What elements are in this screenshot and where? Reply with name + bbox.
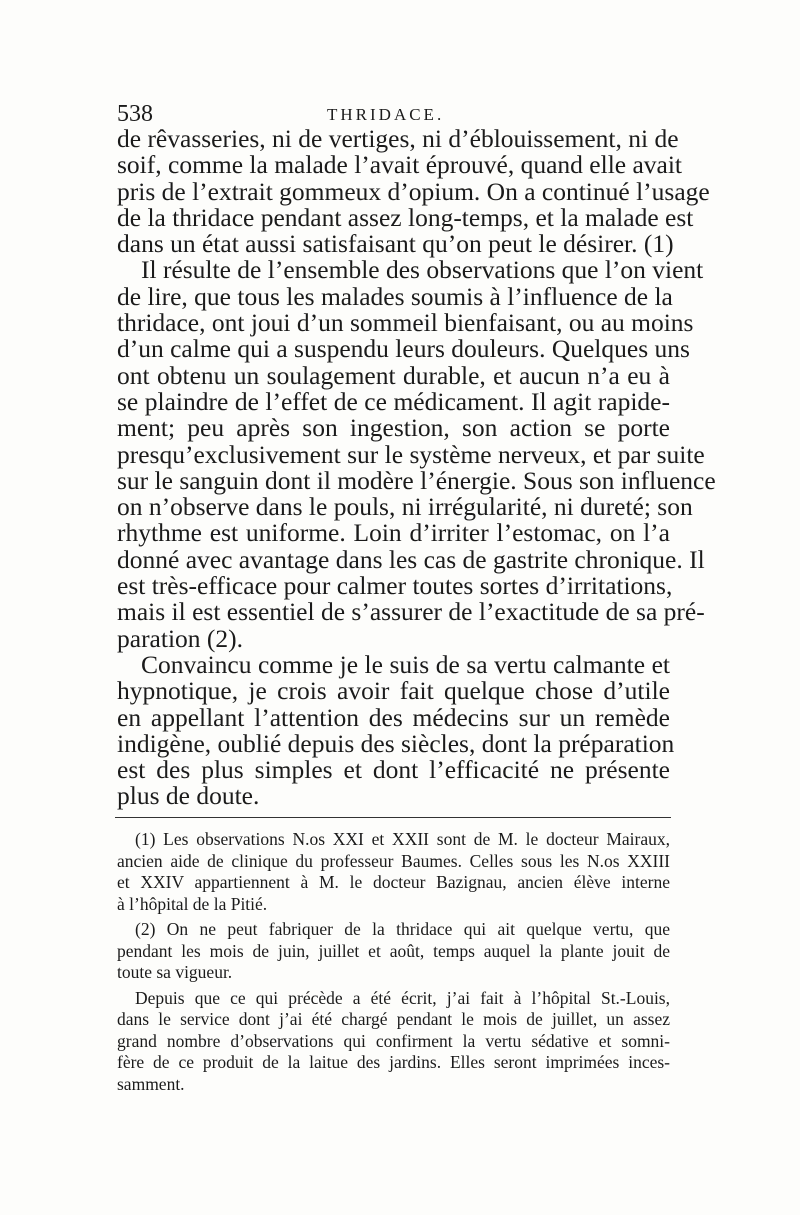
text-line: est des plus simples et dont l’efficacité ne présente <box>117 755 670 785</box>
text-line: d’un calme qui a suspendu leurs douleurs. Quelques uns <box>117 334 690 364</box>
text-line: paration (2). <box>117 623 244 653</box>
footnote-2 <box>117 919 670 984</box>
paragraph-3 <box>117 649 675 811</box>
text-line: soif, comme la malade l’avait éprouvé, quand elle avait <box>117 150 683 180</box>
text-line: se plaindre de l’effet de ce médicament. Il agit rapide- <box>117 386 670 416</box>
text-line: ont obtenu un soulagement durable, et aucun n’a eu à <box>117 360 670 390</box>
footnote-line: (2) On ne peut fabriquer de la thridace qui ait quelque vertu, que <box>135 919 670 939</box>
footnote-line: Depuis que ce qui précède a été écrit, j’ai fait à l’hôpital St.-Louis, <box>135 987 670 1008</box>
text-line: indigène, oublié depuis des siècles, dont la préparation <box>117 728 675 758</box>
text-line: sur le sanguin dont il modère l’énergie. Sous son influence <box>117 465 716 495</box>
text-line: dans un état aussi satisfaisant qu’on peut le désirer. (1) <box>117 229 674 259</box>
footnote-line: ancien aide de clinique du professeur Baumes. Celles sous les N.os XXIII <box>117 850 670 871</box>
text-line: ment; peu après son ingestion, son action se porte <box>117 413 670 443</box>
text-line: Il résulte de l’ensemble des observations que l’on vient <box>141 255 704 285</box>
text-line: de rêvasseries, ni de vertiges, ni d’éblouissement, ni de <box>117 124 679 153</box>
footnote-line: fère de ce produit de la laitue des jardins. Elles seront imprimées inces- <box>117 1052 670 1072</box>
text-line: Convaincu comme je le suis de sa vertu calmante et <box>141 649 670 679</box>
text-line: mais il est essentiel de s’assurer de l’exactitude de sa pré- <box>117 597 705 627</box>
page-number: 538 <box>117 101 153 127</box>
footnote-line: à l’hôpital de la Pitié. <box>117 893 268 914</box>
footnote-line: (1) Les observations N.os XXI et XXII sont de M. le docteur Mairaux, <box>135 829 670 849</box>
text-line: de lire, que tous les malades soumis à l’influence de la <box>117 281 673 311</box>
paragraph-1 <box>117 124 710 259</box>
footnote-line: et XXIV appartiennent à M. le docteur Bazignau, ancien élève interne <box>117 872 670 892</box>
text-line: presqu’exclusivement sur le système nerveux, et par suite <box>117 439 705 469</box>
text-line: de la thridace pendant assez long-temps, et la malade est <box>117 202 694 232</box>
footnote-line: samment. <box>117 1073 185 1094</box>
footnote-rule <box>115 817 671 818</box>
text-line: en appellant l’attention des médecins sur un remède <box>117 702 670 732</box>
text-line: plus de doute. <box>117 781 260 811</box>
text-line: est très-efficace pour calmer toutes sortes d’irritations, <box>117 571 673 601</box>
body-text <box>117 124 716 811</box>
footnote-line: toute sa vigueur. <box>117 962 233 982</box>
footnotes <box>117 829 670 1099</box>
text-line: rhythme est uniforme. Loin d’irriter l’estomac, on l’a <box>117 518 670 548</box>
text-line: pris de l’extrait gommeux d’opium. On a continué l’usage <box>117 176 710 206</box>
text-line: donné avec avantage dans les cas de gastrite chronique. Il <box>117 544 705 574</box>
paragraph-2 <box>117 255 716 653</box>
text-line: hypnotique, je crois avoir fait quelque chose d’utile <box>117 676 670 706</box>
footnote-line: grand nombre d’observations qui confirment la vertu sédative et somni- <box>117 1030 670 1051</box>
footnote-line: pendant les mois de juin, juillet et août, temps auquel la plante jouit de <box>117 940 670 961</box>
footnote-line: dans le service dont j’ai été chargé pendant le mois de juillet, un assez <box>117 1009 670 1029</box>
footnote-3 <box>117 988 670 1096</box>
running-title: THRIDACE. <box>327 105 445 124</box>
text-line: thridace, ont joui d’un sommeil bienfaisant, ou au moins <box>117 308 694 338</box>
text-line: on n’observe dans le pouls, ni irrégularité, ni dureté; son <box>117 492 693 522</box>
footnote-1 <box>117 829 670 915</box>
